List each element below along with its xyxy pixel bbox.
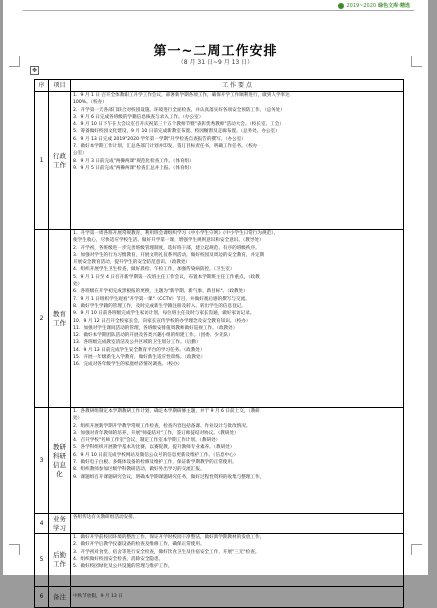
column-header-category: 项目	[49, 80, 71, 92]
row-content	[71, 408, 404, 514]
content-line: 处）	[73, 416, 83, 422]
content-line: 使学生收心，尽快适应学校生活。做好开学第一课，增强学生规则意识和安全意识。（教导处）	[73, 238, 264, 244]
row-number: 5	[35, 534, 49, 587]
content-line: 3．加强对青年教师的培养，开展"师徒结对"工作，签订师徒结对协议。（教研处）	[73, 430, 239, 436]
content-line: 6．各班级在开学初完成黑板报的更换，主题为"新学期、新气象、新目标"。（政教处）	[73, 289, 248, 295]
content-line: 9．9 月 10 日前各班级完成学生家访计划，每位班主任及时与家长沟通，做好家访记录。	[73, 311, 255, 317]
crop-mark-bottom-left	[9, 544, 20, 555]
content-line: 4．组织做好校园安全检查，消除安全隐患。	[73, 556, 164, 562]
row-category: 后勤工作	[49, 534, 71, 587]
crop-mark-bottom-right	[411, 544, 422, 555]
content-line: 3．开学初对食堂、宿舍等进行安全检查，做好饮食卫生及住宿安全工作，开展"三无"检查。	[73, 549, 260, 555]
schedule-table	[34, 79, 404, 608]
content-line: 5．9 月 1 日至 4 日召开新学期第一次班主任工作会议，布置本学期班主任工作重点。（政教	[73, 274, 260, 280]
content-line: 1．9 月 1 日 召开全体教职工开学工作会议，部署新学期各项工作，确保开学工作顺利进行，做到人学率达	[73, 93, 290, 98]
content-line: 8．组织教师参加区级学科教研活动，做好外出学习的交流汇报。	[73, 467, 205, 473]
content-line: 中秋节放假，9 月 13 日	[73, 594, 123, 600]
header-date: 2019~2020	[346, 2, 377, 9]
table-row	[35, 230, 404, 408]
row-number: 1	[35, 92, 49, 230]
content-line: 2．组织开展新学期开学教学常规工作检查，检查内容包括备课、作业设计与批改情况。	[73, 423, 251, 429]
content-line: 2．开学第一天各部门联合对校园设施、环境进行全面检查，并认真落实好各项安全预防工作。（总务处）	[73, 107, 285, 113]
content-line: 2．开学初，各班级进一步完善班级管理制度，选好班干部，建立起规范、有序的班级秩序。	[73, 245, 260, 251]
content-line: 3．加强对学生的行为习惯教育，开展文明礼仪系列活动，做好校园及周边的安全教育，并定期	[73, 252, 265, 258]
row-category: 教育工作	[49, 230, 71, 408]
row-number: 3	[35, 408, 49, 514]
content-line: 1．开学第一周各班开展常规教育，利用班会课组织学习《中小学生守则》《中小学生日常行为规范》，	[73, 231, 279, 236]
content-line: 4．召开学校"名师工作室"会议，制定工作室本学期工作计划。（教研处）	[73, 438, 221, 444]
content-line: 16．完成对各年级学生的家庭经济情况调查。（校办）	[73, 362, 183, 368]
content-line: 3．9 月 6 日完成各班级的学籍信息核查与录入工作。（办公室）	[73, 114, 204, 120]
content-line: 5．做好校园绿化及公共设施的管理与维护工作。	[73, 564, 173, 570]
content-line: 7．9 月 1 日组织学生观看"开学第一课"（CCTV）节目，并做好观后感的撰写与交流。	[73, 296, 250, 302]
content-line: 100%。（校办）	[73, 100, 107, 106]
content-line: 10．9 月 12 日召开全校家长会，向家长宣传学校的办学理念及安全教育知识。（校办）	[73, 318, 251, 324]
table-row	[35, 587, 404, 608]
table-row	[35, 408, 404, 514]
page-subtitle: （8 月 31 日~9 月 13 日）	[177, 59, 254, 66]
content-line: 14．9 月 13 日前完成学生安全教育平台的学习任务。（政教处）	[73, 347, 205, 353]
content-line: 15．开展一年级新生入学教育，做好新生适应性训练。（政教处）	[73, 355, 206, 361]
content-line: 2．做好开学后教学仪器设备的检查及维修工作，确保正常使用。	[73, 542, 205, 548]
row-number: 4	[35, 514, 49, 534]
content-line: 4．组织开展学生卫生检查，做好晨检、午检工作，加强传染病防控。（卫生室）	[73, 267, 235, 273]
content-line: 9．课题组召开课题研究会议，明确本学期课题研究任务，做好过程性资料的收集与整理工作。	[73, 474, 265, 480]
content-line: 13．各班级完成教室清洁及公共区域的卫生划分工作。（后勤）	[73, 340, 201, 346]
content-line: 8．做好学生学籍的管理工作，及时完成新生学籍注册及转入、转出学生的信息登记。	[73, 303, 246, 309]
column-header-num: 序	[35, 80, 49, 92]
row-category: 教研科研信息化	[49, 408, 71, 514]
content-line: 处）	[73, 282, 83, 288]
logo-icon	[338, 3, 344, 9]
content-line: 8．9 月 3 日前完成"两操两课"规范化检查工作。（体育组）	[73, 158, 194, 164]
row-category: 业务学习	[49, 514, 71, 534]
content-line: 公室）	[73, 151, 87, 157]
row-number: 6	[35, 587, 49, 608]
content-line: 7．做好本学期工作计划，汇总各部门计划并印发，签订目标责任书，明确工作任务。（校办	[73, 144, 258, 150]
content-line: 开展安全教育活动，提升学生的安全防范意识。（政教处）	[73, 260, 191, 266]
row-category: 备注	[49, 587, 71, 608]
page-title: 第一~二周工作安排	[153, 44, 278, 59]
row-content	[71, 534, 404, 587]
column-header-content: 工 作 要 点	[71, 80, 404, 92]
table-row	[35, 514, 404, 534]
content-line: 9．9 月 5 日前完成"两操两课"检查汇总并上报。（体育组）	[73, 165, 194, 171]
table-row	[35, 534, 404, 587]
content-line: 5．筹备做好校园文化建设，9 月 10 日前完成新教室布置、校园橱窗及走廊布置。（总务处、办公室）	[73, 129, 280, 135]
row-content	[71, 514, 404, 534]
row-content	[71, 230, 404, 408]
content-line: 12．做好本学期团队活动的开展及各类兴趣小组的组建工作。（团委、少先队）	[73, 333, 233, 339]
content-line: 6．9 月 13 日完成 2019"2020 学年第一学期"开学检查自查报告的撰写。（办公室）	[73, 136, 246, 142]
table-move-handle-icon[interactable]: ✥	[31, 67, 38, 74]
page-header	[338, 2, 410, 9]
content-line: 各组传达有关教研组活动安排。	[73, 515, 138, 520]
table-header-row	[35, 80, 404, 92]
content-line: 11．加强对学生课间活动的管理，各班级安排值周教师做好巡视工作。（政教处）	[73, 325, 238, 331]
header-divider	[23, 10, 414, 11]
content-line: 1．各教研组制定本学期教研工作计划，确定本学期研修主题，并于 9 月 6 日前上交。（教研	[73, 409, 260, 414]
row-number: 2	[35, 230, 49, 408]
content-line: 1．做好开学前校园环境的整治工作，保证开学时校园干净整洁，做好新学期教材的发放工作。	[73, 535, 265, 540]
row-category: 行政工作	[49, 92, 71, 230]
table-row	[35, 92, 404, 230]
content-line: 6．9 月 10 日前完成学校网站及微信公众号的信息更新及维护工作。（信息中心）	[73, 452, 239, 458]
content-line: 4．9 月 10 日下午在大会议室召开庆祝第三十五个教师节暨"表彰优秀教师"活动大会。（校长室、工会）	[73, 122, 284, 128]
header-brand: 绿色文库·精选	[378, 3, 410, 9]
row-content	[71, 587, 404, 608]
row-content	[71, 92, 404, 230]
content-line: 7．做好电子白板、多媒体设备的检修及维护工作，保证新学期教学的正常使用。	[73, 460, 237, 466]
content-line: 5．各学科组织开展教学基本功比赛，以赛促教，提升教师专业素养。（教研处）	[73, 445, 235, 451]
